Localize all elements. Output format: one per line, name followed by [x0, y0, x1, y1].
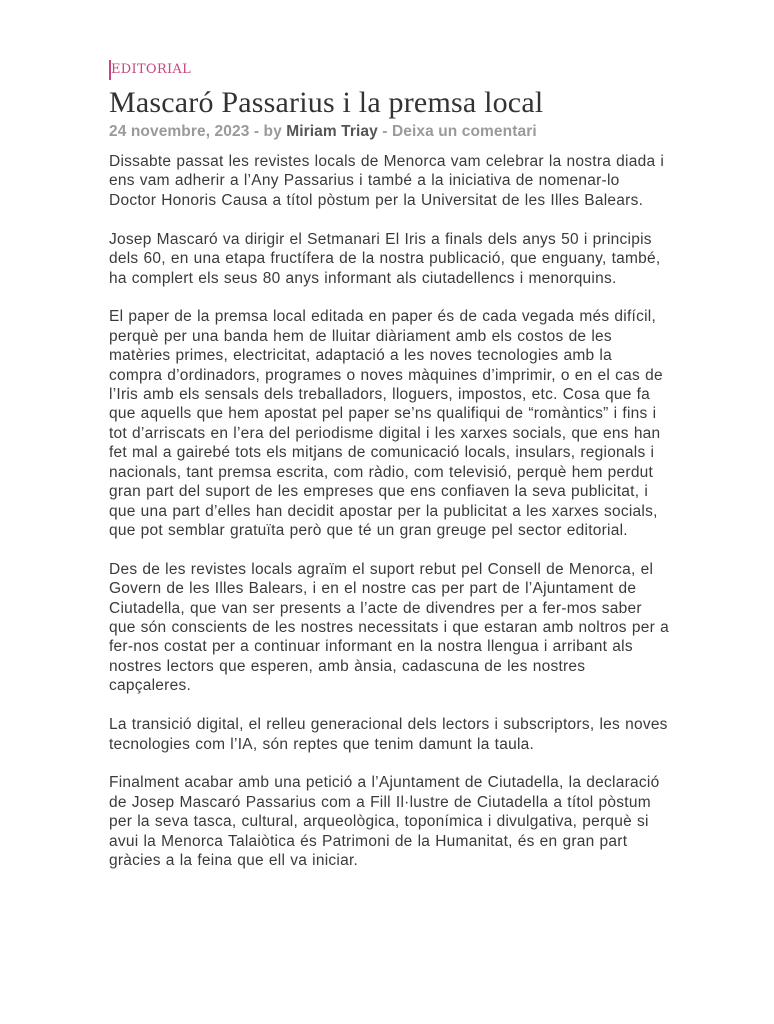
- post-date: 24 novembre, 2023: [109, 123, 250, 140]
- leave-comment-link[interactable]: Deixa un comentari: [391, 123, 537, 140]
- paragraph: Finalment acabar amb una petició a l’Ajuntament de Ciutadella, la declaració de Josep Mascaró Passarius com a Fill Il·lustre de Ciutadella a títol pòstum per la seva tasca, cultural, arqueològica, toponímica i divulgativa, perquè si avui la Menorca Talaiòtica és Patrimoni de la Humanitat, és en gran part gràcies a la feina que ell va iniciar.: [109, 774, 660, 870]
- paragraph: Des de les revistes locals agraïm el suport rebut pel Consell de Menorca, el Govern de les Illes Balears, i en el nostre cas per part de l’Ajuntament de Ciutadella, que van ser presents a l’acte de divendres per a fer-mos saber que són conscients de les nostres necessitats i que estaran amb noltros per a fer-nos costat per a continuar informant en la nostra llengua i arribant als nostres lectors que esperen, amb ànsia, cadascuna de les nostres capçaleres.: [109, 560, 669, 695]
- article: [109, 60, 669, 890]
- author-link[interactable]: Miriam Triay: [286, 123, 378, 140]
- article-body: [109, 152, 669, 871]
- article-meta: [109, 122, 669, 142]
- paragraph: La transició digital, el relleu generacional dels lectors i subscriptors, les noves tecnologies com l’IA, són reptes que tenim damunt la taula.: [109, 716, 668, 753]
- category-link[interactable]: EDITORIAL: [109, 60, 191, 80]
- paragraph: Josep Mascaró va dirigir el Setmanari El Iris a finals dels anys 50 i principis dels 60, en una etapa fructífera de la nostra publicació, que enguany, també, ha complert els seus 80 anys informant als ciutadellencs i menorquins.: [109, 230, 661, 287]
- paragraph: El paper de la premsa local editada en paper és de cada vegada més difícil, perquè per una banda hem de lluitar diàriament amb els costos de les matèries primes, electricitat, adaptació a les noves tecnologies amb la compra d’ordinadors, programes o noves màquines d’imprimir, o en el cas de l’Iris amb els sensals dels treballadors, lloguers, impostos, etc. Cosa que fa que aquells que hem apostat pel paper se’ns qualifiqui de “romàntics” i fins i tot d’arriscats en l’era del periodisme digital i les xarxes socials, que ens han fet mal a gairebé tots els mitjans de comunicació locals, insulars, regionals i nacionals, tant premsa escrita, com ràdio, com televisió, perquè hem perdut gran part del suport de les empreses que ens confiaven la seva publicitat, i que una part d’elles han decidit apostar per la publicitat a les xarxes socials, que pot semblar gratuïta però que té un gran greuge pel sector editorial.: [109, 308, 663, 539]
- meta-separator: -: [377, 123, 392, 140]
- paragraph: Dissabte passat les revistes locals de Menorca vam celebrar la nostra diada i ens vam adherir a l’Any Passarius i també a la iniciativa de nomenar-lo Doctor Honoris Causa a títol pòstum per la Universitat de les Illes Balears.: [109, 153, 665, 209]
- byline-prefix: - by: [249, 123, 287, 140]
- article-title: Mascaró Passarius i la premsa local: [109, 86, 544, 119]
